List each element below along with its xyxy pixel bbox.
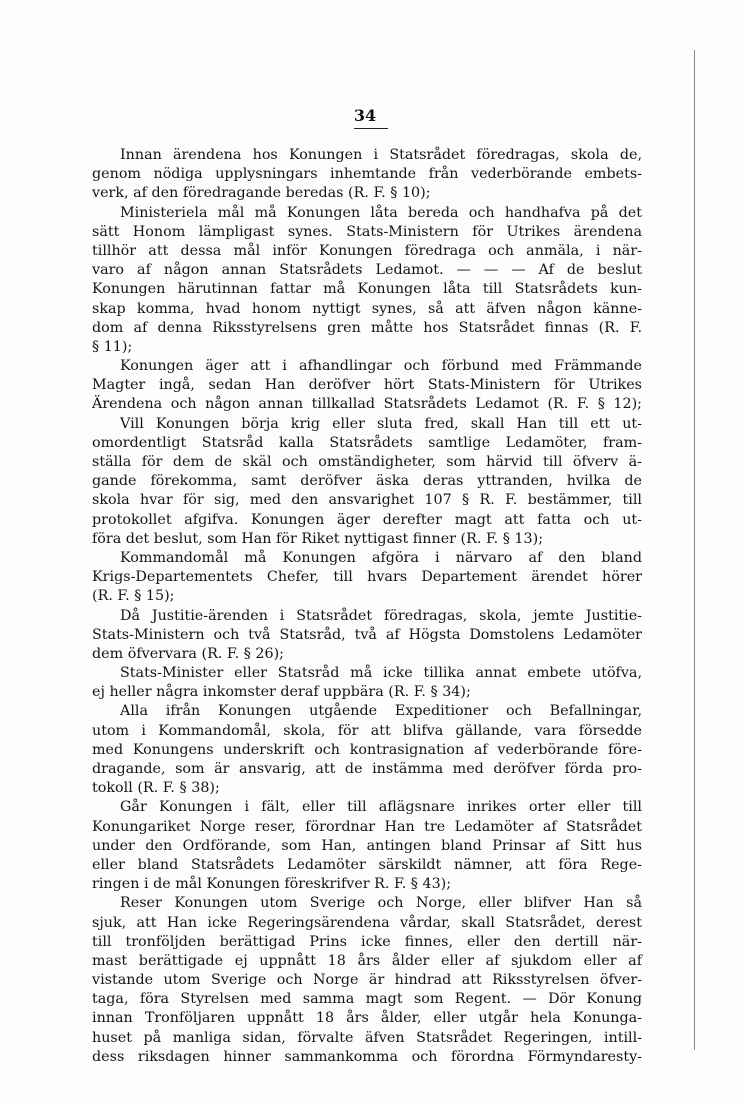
text-line: Konungariket Norge reser, förordnar Han tre Ledamöter af Statsrådet	[92, 818, 642, 835]
text-line: Vill Konungen börja krig eller sluta fred, skall Han till ett ut-	[120, 415, 642, 432]
text-line: genom nödiga upplysningars inhemtande från vederbörande embets-	[92, 166, 642, 183]
text-line: gande förekomma, samt deröfver äska deras yttranden, hvilka de	[92, 473, 642, 490]
text-line: ringen i de mål Konungen föreskrifver R. F. § 43);	[92, 876, 452, 893]
text-line: Går Konungen i fält, eller till aflägsnare inrikes orter eller till	[120, 799, 642, 816]
text-line: mast berättigade ej uppnått 18 års ålder eller af sjukdom eller af	[92, 952, 642, 969]
text-line: Ministeriela mål må Konungen låta bereda och handhafva på det	[120, 204, 642, 221]
text-line: innan Tronföljaren uppnått 18 års ålder, eller utgår hela Konunga-	[92, 1010, 642, 1027]
text-line: dragande, som är ansvarig, att de instämma med deröfver förda pro-	[92, 761, 642, 777]
text-line: sjuk, att Han icke Regeringsärendena vårdar, skall Statsrådet, derest	[92, 914, 642, 931]
text-line: under den Ordförande, som Han, antingen bland Prinsar af Sitt hus	[92, 837, 642, 854]
body-text	[92, 146, 642, 1067]
text-line: verk, af den föredragande beredas (R. F. § 10);	[92, 185, 431, 202]
text-line: taga, föra Styrelsen med samma magt som Regent. — Dör Konung	[92, 991, 642, 1008]
text-line: tillhör att dessa mål inför Konungen föredraga och anmäla, i när-	[92, 242, 642, 259]
text-line: eller bland Statsrådets Ledamöter särskildt nämner, att föra Rege-	[92, 856, 642, 873]
text-line: utom i Kommandomål, skola, för att blifva gällande, vara försedde	[92, 722, 642, 739]
text-line: huset på manliga sidan, förvalte äfven Statsrådet Regeringen, intill-	[92, 1029, 642, 1046]
text-line: Kommandomål må Konungen afgöra i närvaro af den bland	[120, 549, 642, 566]
text-line: protokollet afgifva. Konungen äger derefter magt att fatta och ut-	[92, 511, 642, 528]
text-line: Konungen äger att i afhandlingar och förbund med Främmande	[120, 358, 642, 375]
text-line: Då Justitie-ärenden i Statsrådet föredragas, skola, jemte Justitie-	[120, 607, 642, 624]
text-line: Alla ifrån Konungen utgående Expeditioner och Befallningar,	[120, 703, 642, 720]
text-line: föra det beslut, som Han för Riket nyttigast finner (R. F. § 13);	[92, 530, 544, 547]
text-line: varo af någon annan Statsrådets Ledamot. — — — Af de beslut	[92, 262, 642, 279]
text-line: Krigs-Departementets Chefer, till hvars Departement ärendet hörer	[92, 569, 642, 586]
page-edge-line	[694, 50, 695, 1050]
text-line: skola hvar för sig, med den ansvarighet 107 § R. F. bestämmer, till	[92, 492, 642, 509]
text-line: Stats-Minister eller Statsråd må icke tillika annat embete utöfva,	[120, 665, 642, 682]
page-number: 34	[353, 106, 377, 125]
text-line: skap komma, hvad honom nyttigt synes, så att äfven någon känne-	[92, 300, 642, 317]
text-line: omordentligt Statsråd kalla Statsrådets samtlige Ledamöter, fram-	[92, 434, 642, 451]
text-line: ej heller några inkomster deraf uppbära (R. F. § 34);	[92, 684, 471, 701]
text-line: Reser Konungen utom Sverige och Norge, eller blifver Han så	[120, 895, 642, 912]
text-line: Magter ingå, sedan Han deröfver hört Stats-Ministern för Utrikes	[92, 377, 642, 394]
text-line: Innan ärendena hos Konungen i Statsrådet föredragas, skola de,	[120, 147, 642, 163]
text-line: tokoll (R. F. § 38);	[92, 780, 220, 797]
text-line: vistande utom Sverige och Norge är hindrad att Riksstyrelsen öfver-	[92, 972, 642, 989]
text-line: dess riksdagen hinner sammankomma och förordna Förmyndaresty-	[92, 1048, 642, 1065]
text-line: Ärendena och någon annan tillkallad Statsrådets Ledamot (R. F. § 12);	[92, 396, 642, 413]
text-line: sätt Honom lämpligast synes. Stats-Ministern för Utrikes ärendena	[92, 223, 642, 240]
text-line: (R. F. § 15);	[92, 588, 175, 605]
text-line: dom af denna Riksstyrelsens gren måtte hos Statsrådet finnas (R. F.	[92, 319, 642, 336]
text-line: § 11);	[92, 338, 133, 355]
text-line: till tronföljden berättigad Prins icke finnes, eller den dertill när-	[92, 933, 642, 950]
text-line: ställa för dem de skäl och omständigheter, som härvid till öfverv ä-	[92, 454, 642, 470]
text-line: Konungen härutinnan fattar må Konungen låta till Statsrådets kun-	[92, 281, 642, 298]
text-line: dem öfvervara (R. F. § 26);	[92, 645, 284, 662]
page-number-rule	[354, 128, 388, 129]
text-line: med Konungens underskrift och kontrasignation af vederbörande före-	[92, 741, 642, 758]
text-line: Stats-Ministern och två Statsråd, två af Högsta Domstolens Ledamöter	[92, 626, 642, 643]
